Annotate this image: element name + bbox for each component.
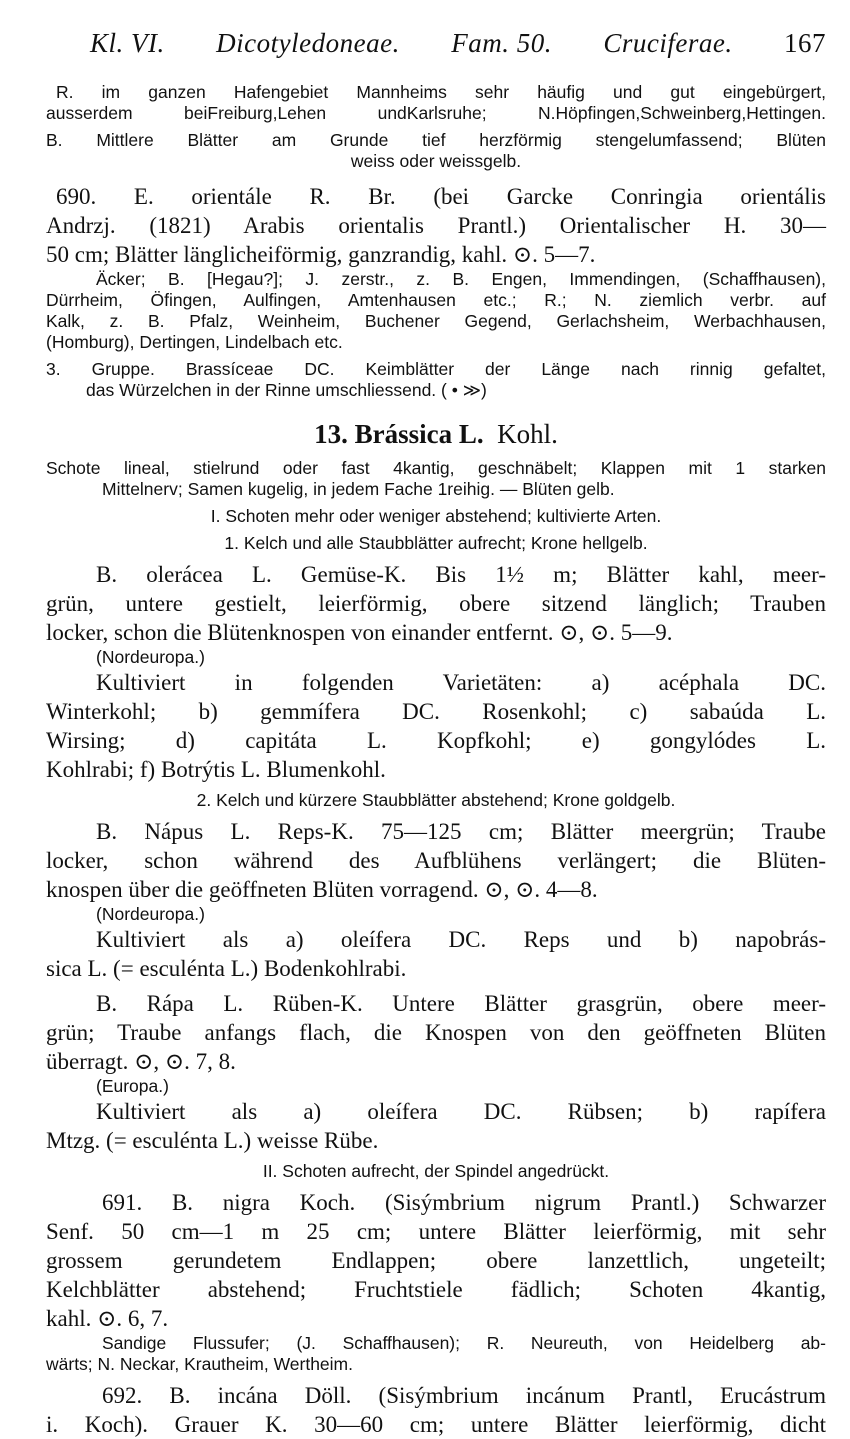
header-class: Kl. VI. <box>90 28 165 58</box>
text-line: Schote lineal, stielrund oder fast 4kantig, geschnäbelt; Klappen mit 1 starken <box>46 458 826 478</box>
text-line: i. Koch). Grauer K. 30—60 cm; untere Blätter leierförmig, dicht <box>46 1412 826 1437</box>
text-line: grün, untere gestielt, leierförmig, obere sitzend länglich; Trauben <box>46 591 826 616</box>
text-line: Sandige Flussufer; (J. Schaffhausen); R. Neureuth, von Heidelberg ab- <box>102 1333 826 1353</box>
page-number: 167 <box>783 28 826 58</box>
book-page <box>46 28 826 1439</box>
header-family-name: Cruciferae. <box>603 28 733 58</box>
text-line: I. Schoten mehr oder weniger abstehend; kultivierte Arten. <box>210 506 662 526</box>
text-line: locker, schon während des Aufblühens verlängert; die Blüten- <box>46 848 826 873</box>
text-line: (Homburg), Dertingen, Lindelbach etc. <box>46 332 343 352</box>
text-line: (Nordeuropa.) <box>96 647 205 667</box>
text-line: Winterkohl; b) gemmífera DC. Rosenkohl; c) sabaúda L. <box>46 699 826 724</box>
species-oleracea-line: B. olerácea L. Gemüse-K. Bis 1½ m; Blätter kahl, meer- <box>96 562 826 587</box>
text-line: weiss oder weissgelb. <box>350 151 522 171</box>
text-line: knospen über die geöffneten Blüten vorragend. ⊙, ⊙. 4—8. <box>46 877 598 902</box>
text-line: Andrzj. (1821) Arabis orientalis Prantl.) Orientalischer H. 30— <box>46 213 826 238</box>
text-line: (Europa.) <box>96 1076 169 1096</box>
text-line: 2. Kelch und kürzere Staubblätter abstehend; Krone goldgelb. <box>196 790 676 810</box>
species-napus-line: B. Nápus L. Reps-K. 75—125 cm; Blätter meergrün; Traube <box>96 819 826 844</box>
text-line: Dürrheim, Öfingen, Aulfingen, Amtenhausen etc.; R.; N. ziemlich verbr. auf <box>46 290 826 310</box>
species-rapa-line: B. Rápa L. Rüben-K. Untere Blätter grasgrün, obere meer- <box>96 991 826 1016</box>
text-line: wärts; N. Neckar, Krautheim, Wertheim. <box>46 1354 353 1374</box>
text-line: ausserdem beiFreiburg,Lehen undKarlsruhe; N.Höpfingen,Schweinberg,Hettingen. <box>46 103 826 123</box>
text-line: grossem gerundetem Endlappen; obere lanzettlich, ungeteilt; <box>46 1248 826 1273</box>
text-line: Äcker; B. [Hegau?]; J. zerstr., z. B. Engen, Immendingen, (Schaffhausen), <box>96 269 826 289</box>
text-line: 3. Gruppe. Brassíceae DC. Keimblätter der Länge nach rinnig gefaltet, <box>46 359 826 379</box>
text-line: B. Mittlere Blätter am Grunde tief herzförmig stengelumfassend; Blüten <box>46 130 826 150</box>
text-line: Senf. 50 cm—1 m 25 cm; untere Blätter leierförmig, mit sehr <box>46 1219 826 1244</box>
running-header <box>46 28 826 82</box>
genus-common-name: Kohl. <box>497 419 558 449</box>
text-line: sica L. (= esculénta L.) Bodenkohlrabi. <box>46 956 407 981</box>
text-line: Kultiviert in folgenden Varietäten: a) acéphala DC. <box>96 670 826 695</box>
text-line: II. Schoten aufrecht, der Spindel angedrückt. <box>262 1161 610 1181</box>
text-line: Kultiviert als a) oleífera DC. Rübsen; b) rapífera <box>96 1099 826 1124</box>
genus-heading <box>46 419 826 450</box>
text-line: Kohlrabi; f) Botrýtis L. Blumenkohl. <box>46 757 386 782</box>
text-line: grün; Traube anfangs flach, die Knospen von den geöffneten Blüten <box>46 1020 826 1045</box>
text-line: kahl. ⊙. 6, 7. <box>46 1306 169 1331</box>
text-line: 1. Kelch und alle Staubblätter aufrecht; Krone hellgelb. <box>224 533 648 553</box>
text-line: Mtzg. (= esculénta L.) weisse Rübe. <box>46 1128 379 1153</box>
species-690-line: 690. E. orientále R. Br. (bei Garcke Conringia orientális <box>56 184 826 209</box>
text-line: R. im ganzen Hafengebiet Mannheims sehr häufig und gut eingebürgert, <box>56 82 826 102</box>
text-line: 50 cm; Blätter länglicheiförmig, ganzrandig, kahl. ⊙. 5—7. <box>46 242 596 267</box>
text-line: überragt. ⊙, ⊙. 7, 8. <box>46 1049 236 1074</box>
text-line: Kelchblätter abstehend; Fruchtstiele fädlich; Schoten 4kantig, <box>46 1277 826 1302</box>
genus-number-name: 13. Brássica L. <box>314 419 484 449</box>
text-line: Wirsing; d) capitáta L. Kopfkohl; e) gongylódes L. <box>46 728 826 753</box>
header-group: Dicotyledoneae. <box>216 28 400 58</box>
header-family: Fam. 50. <box>451 28 552 58</box>
text-line: Mittelnerv; Samen kugelig, in jedem Fache 1reihig. — Blüten gelb. <box>102 479 615 499</box>
text-line: das Würzelchen in der Rinne umschliessend. ( • ≫) <box>86 380 487 400</box>
text-line: Kultiviert als a) oleífera DC. Reps und b) napobrás- <box>96 927 826 952</box>
text-line: (Nordeuropa.) <box>96 904 205 924</box>
text-line: Kalk, z. B. Pfalz, Weinheim, Buchener Gegend, Gerlachsheim, Werbachhausen, <box>46 311 826 331</box>
species-691-line: 691. B. nigra Koch. (Sisýmbrium nigrum Prantl.) Schwarzer <box>102 1190 826 1215</box>
species-692-line: 692. B. incána Döll. (Sisýmbrium incánum Prantl, Erucástrum <box>102 1383 826 1408</box>
text-line: locker, schon die Blütenknospen von einander entfernt. ⊙, ⊙. 5—9. <box>46 620 673 645</box>
